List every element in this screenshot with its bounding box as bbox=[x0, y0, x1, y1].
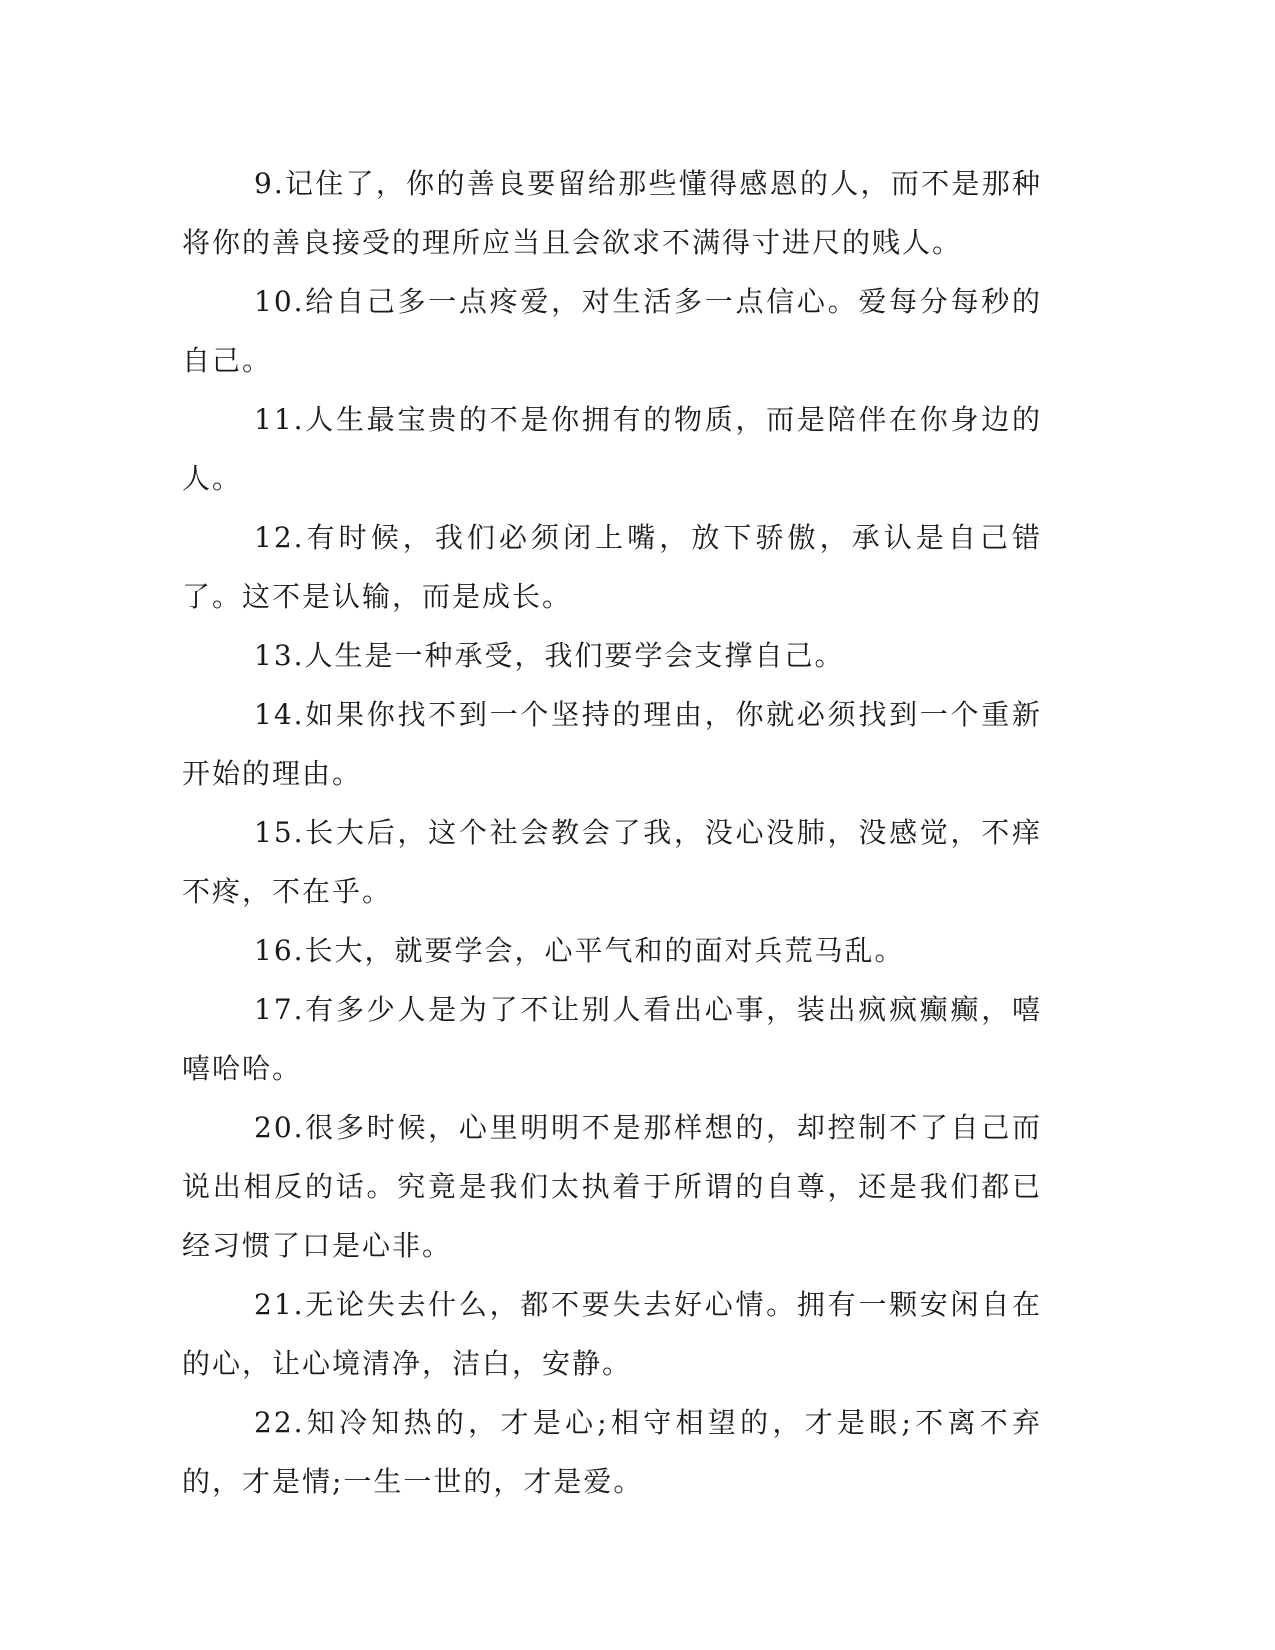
paragraph-10: 10.给自己多一点疼爱，对生活多一点信心。爱每分每秒的自己。 bbox=[182, 285, 1042, 377]
paragraph-22: 22.知冷知热的，才是心;相守相望的，才是眼;不离不弃的，才是情;一生一世的，才是爱。 bbox=[182, 1406, 1042, 1498]
paragraph-15: 15.长大后，这个社会教会了我，没心没肺，没感觉，不痒不疼，不在乎。 bbox=[182, 816, 1042, 908]
document-body bbox=[182, 154, 1042, 1511]
paragraph-16: 16.长大，就要学会，心平气和的面对兵荒马乱。 bbox=[254, 934, 905, 967]
paragraph-21: 21.无论失去什么，都不要失去好心情。拥有一颗安闲自在的心，让心境清净，洁白，安静。 bbox=[182, 1288, 1042, 1380]
paragraph-14: 14.如果你找不到一个坚持的理由，你就必须找到一个重新开始的理由。 bbox=[182, 698, 1042, 790]
paragraph-17: 17.有多少人是为了不让别人看出心事，装出疯疯癫癫，嘻嘻哈哈。 bbox=[182, 993, 1042, 1085]
paragraph-9: 9.记住了，你的善良要留给那些懂得感恩的人，而不是那种将你的善良接受的理所应当且会欲求不满得寸进尺的贱人。 bbox=[182, 167, 1042, 259]
paragraph-12: 12.有时候，我们必须闭上嘴，放下骄傲，承认是自己错了。这不是认输，而是成长。 bbox=[182, 521, 1042, 613]
paragraph-11: 11.人生最宝贵的不是你拥有的物质，而是陪伴在你身边的人。 bbox=[182, 403, 1042, 495]
paragraph-20: 20.很多时候，心里明明不是那样想的，却控制不了自己而说出相反的话。究竟是我们太执着于所谓的自尊，还是我们都已经习惯了口是心非。 bbox=[182, 1111, 1042, 1262]
paragraph-13: 13.人生是一种承受，我们要学会支撑自己。 bbox=[254, 639, 845, 672]
